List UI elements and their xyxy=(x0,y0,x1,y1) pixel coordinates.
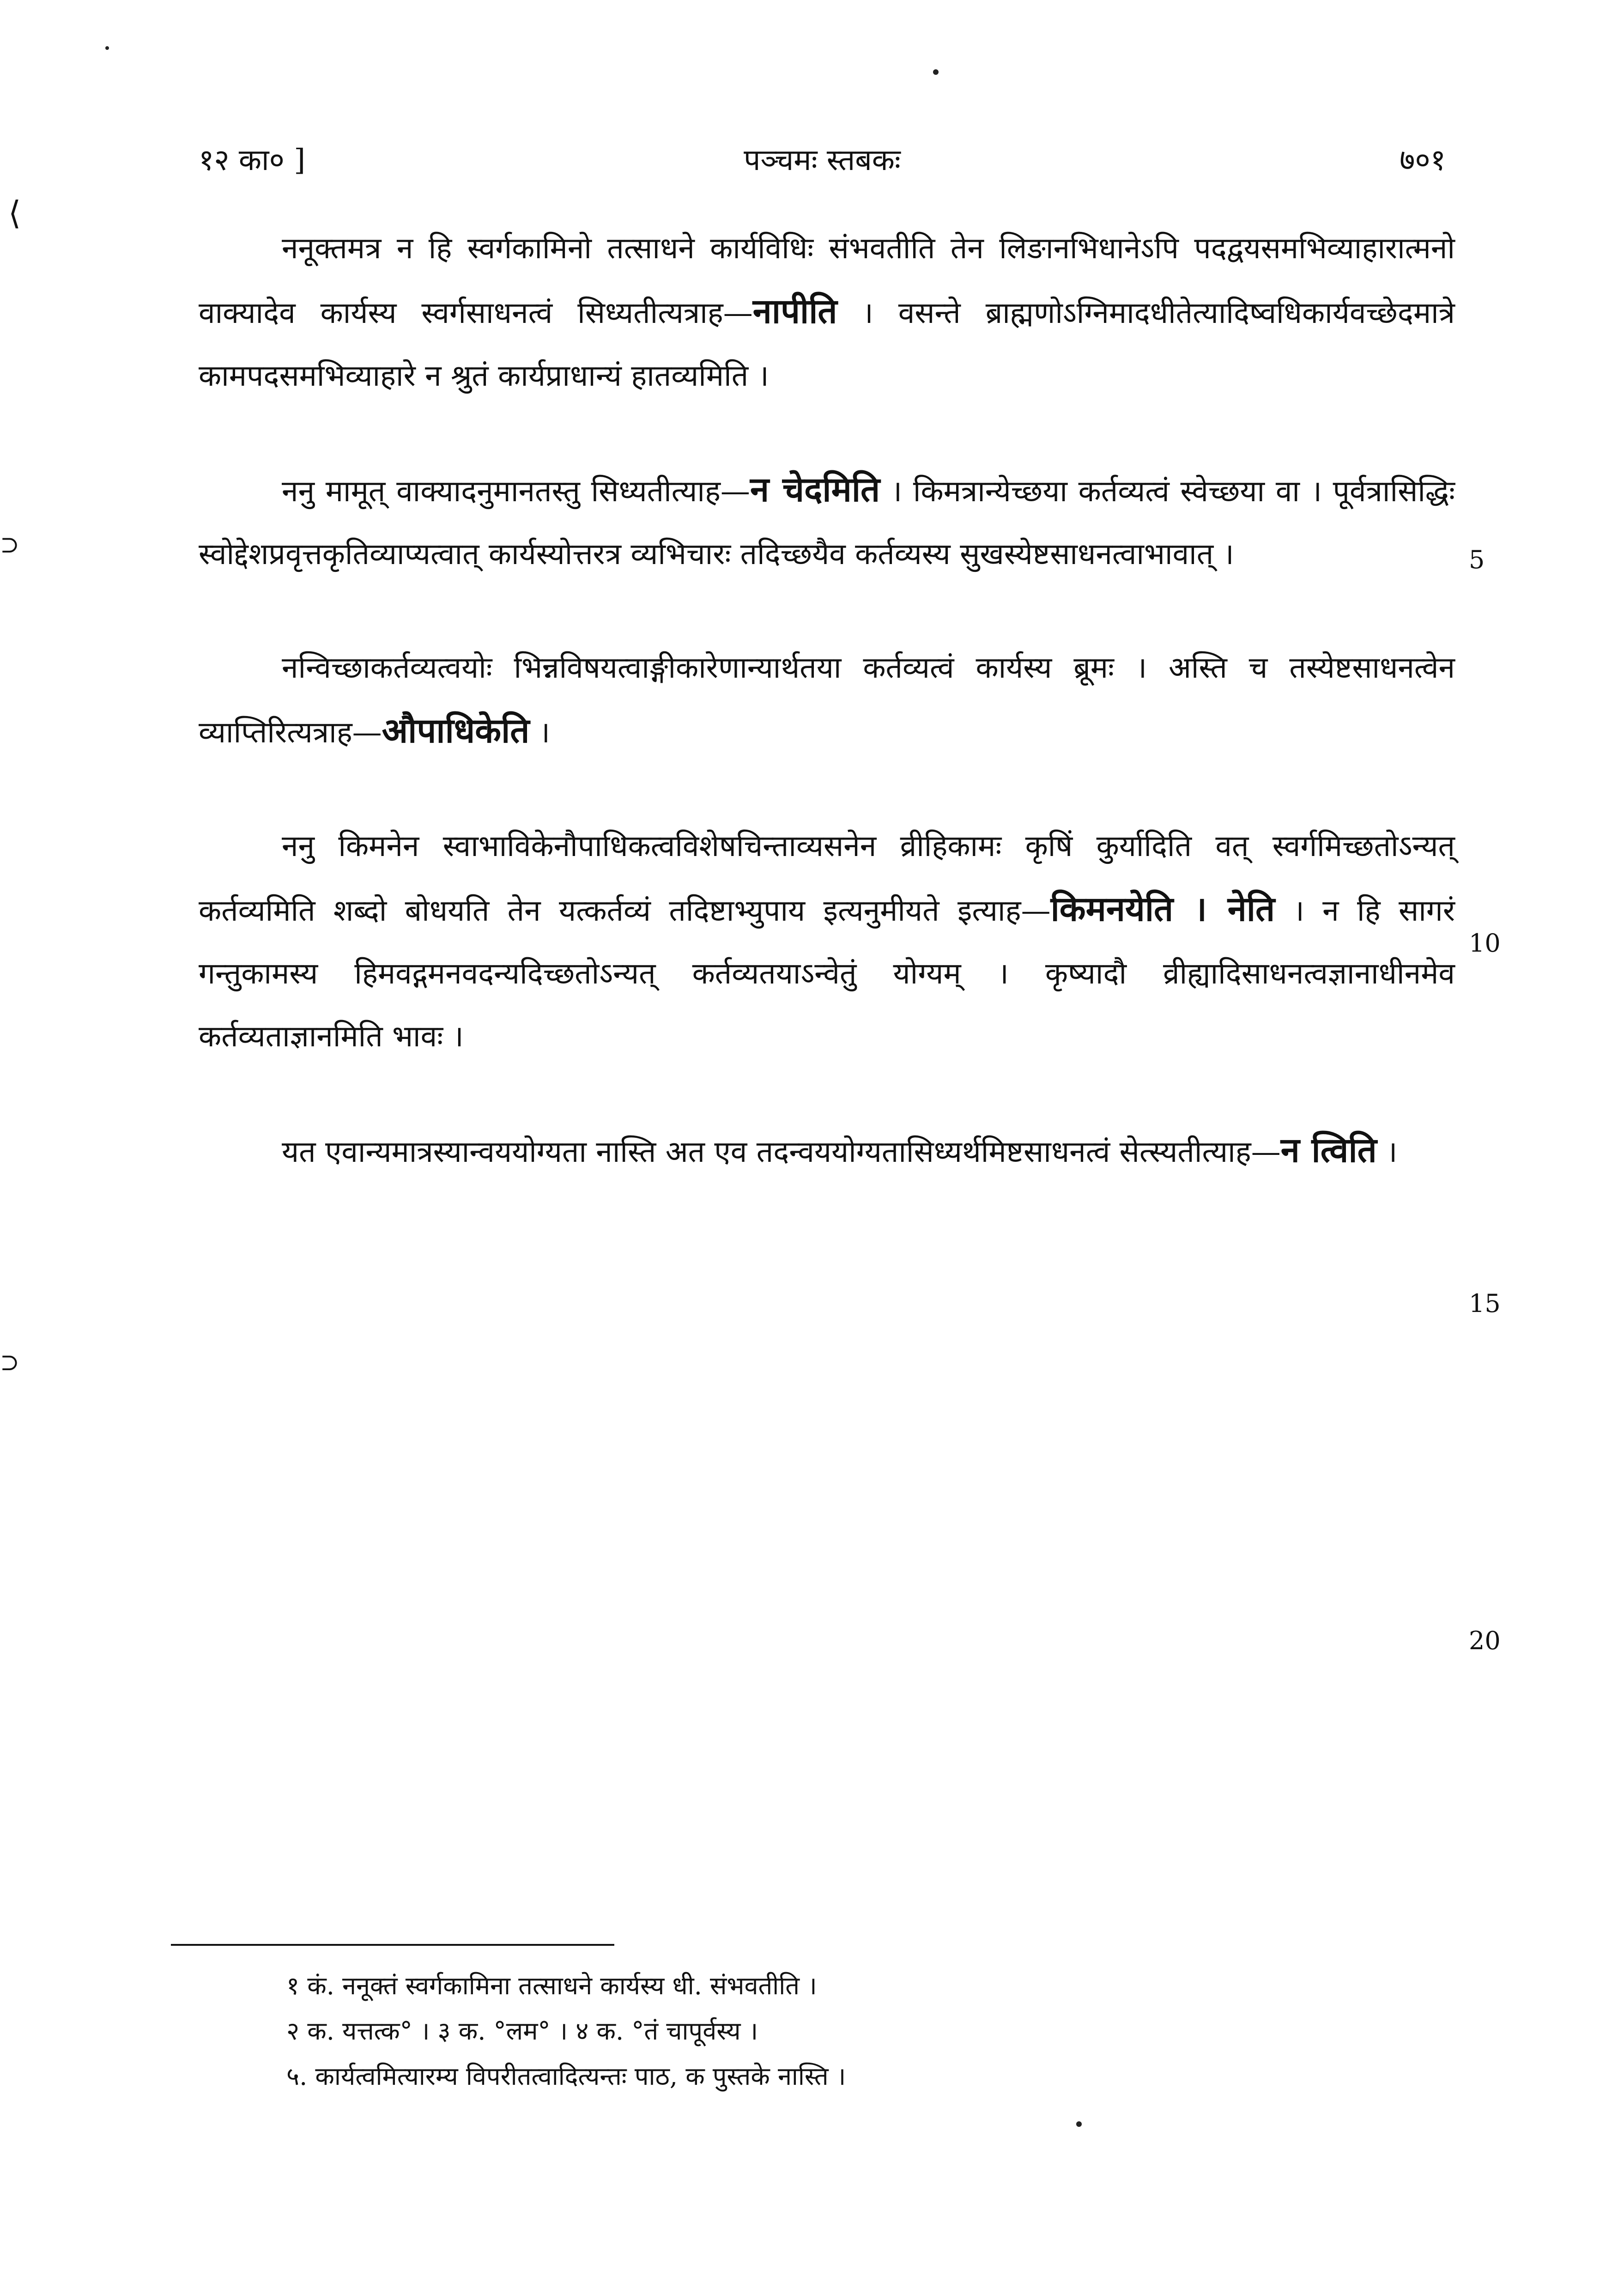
commentary-lemma: न चेदमिति xyxy=(750,470,880,510)
margin-scratch-mark: ⊃ xyxy=(0,531,19,558)
scan-speck xyxy=(1076,2121,1082,2127)
paragraph-2: ननु मामूत् वाक्यादनुमानतस्तु सिध्यतीत्याह—न चेदमिति । किमत्रान्येच्छया कर्तव्यत्वं स्वेच्छया वा । पूर्वत्रासिद्धिः स्वोद्देशप्रवृत्तकृतिव्याप्यत्वात् कार्यस्योत्तरत्र व्यभिचारः तदिच्छयैव कर्तव्यस्य सुखस्येष्टसाधनत्वाभावात् । xyxy=(199,470,1455,571)
commentary-lemma: न त्विति xyxy=(1280,1130,1377,1170)
page-header xyxy=(199,139,1446,189)
margin-scratch-mark: ⟨ xyxy=(8,194,21,232)
header-page-number: ७०१ xyxy=(1400,143,1446,177)
footnote: २ क. यत्तत्क° । ३ क. °लम° । ४ क. °तं चापूर्वस्य । xyxy=(286,2016,758,2046)
line-number: 15 xyxy=(1469,1289,1501,1318)
header-chapter-title: पञ्चमः स्तबकः xyxy=(744,143,901,177)
line-number: 10 xyxy=(1469,929,1501,958)
main-text xyxy=(199,217,1455,1234)
commentary-lemma: औपाधिकेति xyxy=(382,711,530,751)
footnote-rule xyxy=(171,1944,614,1946)
line-number: 5 xyxy=(1469,545,1485,574)
footnote: १ कं. ननूक्तं स्वर्गकामिना तत्साधने कार्यस्य धी. संभवतीति । xyxy=(286,1971,817,2000)
paragraph-5: यत एवान्यमात्रस्यान्वययोग्यता नास्ति अत एव तदन्वययोग्यतासिध्यर्थमिष्टसाधनत्वं सेत्स्यतीत्याह—न त्विति । xyxy=(282,1130,1398,1170)
paragraph-1: ननूक्तमत्र न हि स्वर्गकामिनो तत्साधने कार्यविधिः संभवतीति तेन लिङानभिधानेऽपि पदद्वयसमभिव्याहारात्मनो वाक्यादेव कार्यस्य स्वर्गसाधनत्वं सिध्यतीत्यत्राह—नापीति । वसन्ते ब्राह्मणोऽग्निमादधीतेत्यादिष्वधिकार्यवच्छेदमात्रे कामपदसमभिव्याहारे न श्रुतं कार्यप्राधान्यं हातव्यमिति । xyxy=(199,231,1455,393)
line-number: 20 xyxy=(1469,1626,1501,1655)
commentary-lemma: नापीति xyxy=(752,291,837,331)
scan-speck xyxy=(933,69,939,75)
scan-speck xyxy=(105,46,109,50)
footnotes xyxy=(286,1963,1395,2099)
footnote: ५. कार्यत्वमित्यारम्य विपरीतत्वादित्यन्तः पाठ, क पुस्तके नास्ति । xyxy=(286,2062,846,2091)
paragraph-4: ननु किमनेन स्वाभाविकेनौपाधिकत्वविशेषचिन्ताव्यसनेन व्रीहिकामः कृषिं कुर्यादिति वत् स्वर्गमिच्छतोऽन्यत् कर्तव्यमिति शब्दो बोधयति तेन यत्कर्तव्यं तदिष्टाभ्युपाय इत्यनुमीयते इत्याह—किमनयेति । नेति । न हि सागरं गन्तुकामस्य हिमवद्गमनवदन्यदिच्छतोऽन्यत् कर्तव्यतयाऽन्वेतुं योग्यम् । कृष्यादौ व्रीह्यादिसाधनत्वज्ञानाधीनमेव कर्तव्यताज्ञानमिति भावः । xyxy=(199,829,1455,1054)
margin-scratch-mark: ⊃ xyxy=(0,1349,19,1376)
header-section-ref: १२ का० ] xyxy=(199,143,306,177)
commentary-lemma: किमनयेति । नेति xyxy=(1050,889,1275,929)
paragraph-3: नन्विच्छाकर्तव्यत्वयोः भिन्नविषयत्वाङ्गीकारेणान्यार्थतया कर्तव्यत्वं कार्यस्य ब्रूमः । अस्ति च तस्येष्टसाधनत्वेन व्याप्तिरित्यत्राह—औपाधिकेति । xyxy=(199,651,1455,751)
